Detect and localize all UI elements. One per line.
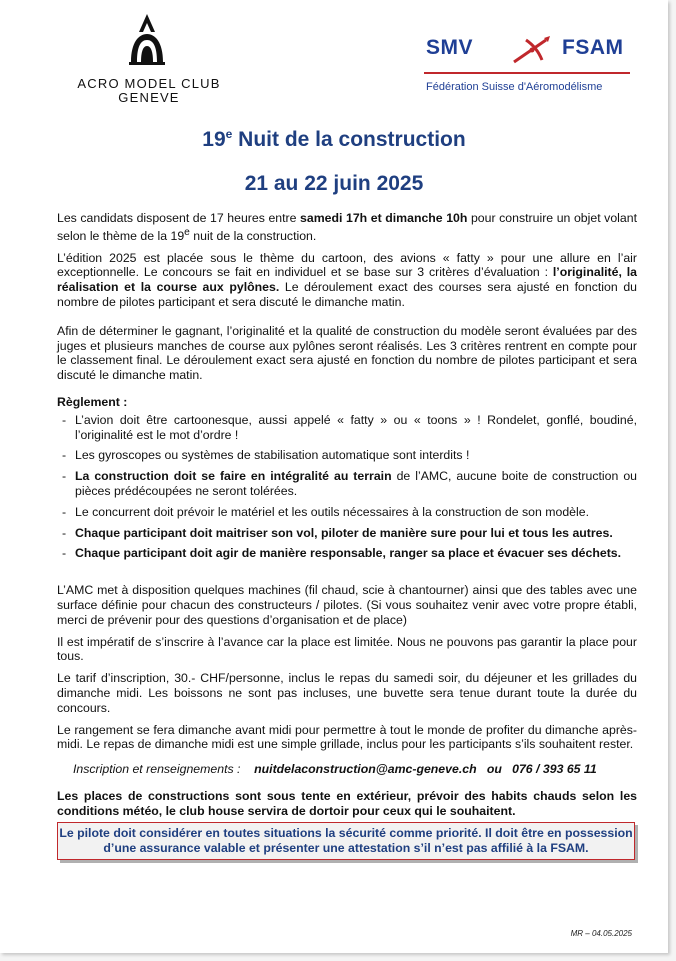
amc-emblem-icon	[125, 12, 169, 68]
info-paragraph-1: L’AMC met à disposition quelques machines (fil chaud, scie à chantourner) ainsi que des tables avec une surface définie pour chacun des constructeurs / pilotes. (Si vous souhaitez venir avec votre propre établi, merci de prévenir pour des questions d’organisation et de place)	[57, 583, 637, 627]
title-number: 19	[202, 128, 226, 151]
amc-city: GENEVE	[118, 90, 180, 105]
rule-item: - L’avion doit être cartoonesque, aussi appelé « fatty » ou « toons » ! Rondelet, gonflé, boudiné, l’originalité est le mot d’ordre !	[57, 413, 637, 443]
fsam-logo	[424, 30, 634, 100]
intro-paragraph-2	[57, 251, 637, 310]
rule-item	[57, 546, 637, 561]
plane-icon	[506, 34, 556, 66]
rule-text: Le concurrent doit prévoir le matériel et les outils nécessaires à la construction de son modèle.	[75, 504, 590, 519]
info-paragraph-3: Le tarif d’inscription, 30.- CHF/personne, inclus le repas du samedi soir, du déjeuner et les grillades du dimanche midi. Les boissons ne sont pas incluses, une buvette sera tenue durant toute la durée du concours.	[57, 671, 637, 715]
title-dates: 21 au 22 juin 2025	[244, 172, 424, 195]
info-paragraph-4: Le rangement se fera dimanche avant midi pour permettre à tout le monde de profiter du dimanche après-midi. Le repas de dimanche midi est une simple grillade, inclus pour les participants s’ils souhaitent rester.	[57, 722, 637, 752]
rules-title: Règlement :	[57, 395, 128, 410]
info-paragraph-2: Il est impératif de s’inscrire à l’avance car la place est limitée. Nous ne pouvons pas garantir la place pour tous.	[57, 634, 637, 664]
contact-label: Inscription et renseignements :	[73, 762, 241, 777]
document-body	[57, 211, 637, 826]
contact-or: ou	[486, 762, 502, 777]
intro-text: Le déroulement exact des courses sera ajusté en fonction du nombre de pilotes participant et sera discuté le dimanche matin.	[57, 280, 638, 310]
intro-text: Les candidats disposent de 17 heures entre	[57, 211, 301, 225]
intro-text: pour construire un objet volant selon le thème de la 19	[57, 211, 637, 243]
amc-logo	[54, 12, 244, 105]
intro-time-range: samedi 17h et dimanche 10h	[300, 211, 468, 225]
rule-emphasis: La construction doit se faire en intégralité au terrain	[75, 469, 392, 484]
title-text: Nuit de la construction	[232, 128, 466, 151]
rule-text: de l’AMC, aucune boite de construction ou pièces prédécoupées ne seront tolérées.	[75, 469, 638, 499]
contact-line	[57, 762, 637, 777]
rule-item	[57, 505, 637, 520]
intro-text: nuit de la construction.	[189, 228, 317, 243]
intro-ordinal: e	[184, 226, 190, 238]
title-line	[0, 118, 668, 156]
title-ordinal: e	[225, 127, 233, 141]
rule-item	[57, 526, 637, 541]
smv-text: SMV	[426, 36, 474, 59]
safety-notice: Le pilote doit considérer en toutes situations la sécurité comme priorité. Il doit être en possession d’une assurance valable et présenter une attestation s’il n’est pas affilié à la FSAM.	[57, 822, 635, 860]
fsam-subtitle: Fédération Suisse d'Aéromodélisme	[426, 81, 603, 93]
intro-text: L’édition 2025 est placée sous le thème du cartoon, des avions « fatty » pour une allure en l’air exceptionnelle. Le concours se fait en individuel et se base sur 3 critères d’évaluation :	[57, 250, 637, 280]
contact-phone[interactable]: 076 / 393 65 11	[512, 762, 597, 777]
footer-reference: MR – 04.05.2025	[570, 929, 632, 938]
intro-criteria: l’originalité, la réalisation et la course aux pylônes.	[57, 265, 637, 295]
rule-emphasis: Chaque participant doit maitriser son vol, piloter de manière sure pour lui et tous les autres.	[75, 525, 613, 540]
fsam-text: FSAM	[562, 36, 624, 59]
contact-email[interactable]: nuitdelaconstruction@amc-geneve.ch	[254, 762, 477, 777]
page-title	[0, 118, 668, 200]
fsam-divider	[424, 72, 630, 74]
rule-item: - Les gyroscopes ou systèmes de stabilisation automatique sont interdits !	[57, 448, 637, 463]
intro-paragraph-3: Afin de déterminer le gagnant, l’originalité et la qualité de construction du modèle seront évaluées par des juges et plusieurs manches de course aux pylônes seront réalisés. Les 3 critères rentrent en compte pour le classement final. Le déroulement exact sera ajusté en fonction du nombre de pilotes participant et sera discuté le dimanche matin.	[57, 323, 637, 383]
rule-emphasis: Chaque participant doit agir de manière responsable, ranger sa place et évacuer ses déchets.	[75, 546, 622, 561]
rule-item	[57, 469, 637, 499]
warm-clothes-note: Les places de constructions sont sous tente en extérieur, prévoir des habits chauds selon les conditions météo, le club house servira de dortoir pour ceux qui le souhaitent.	[57, 789, 637, 818]
rules-list	[57, 413, 637, 561]
intro-paragraph-1	[57, 211, 637, 244]
amc-name: ACRO MODEL CLUB	[77, 76, 221, 91]
